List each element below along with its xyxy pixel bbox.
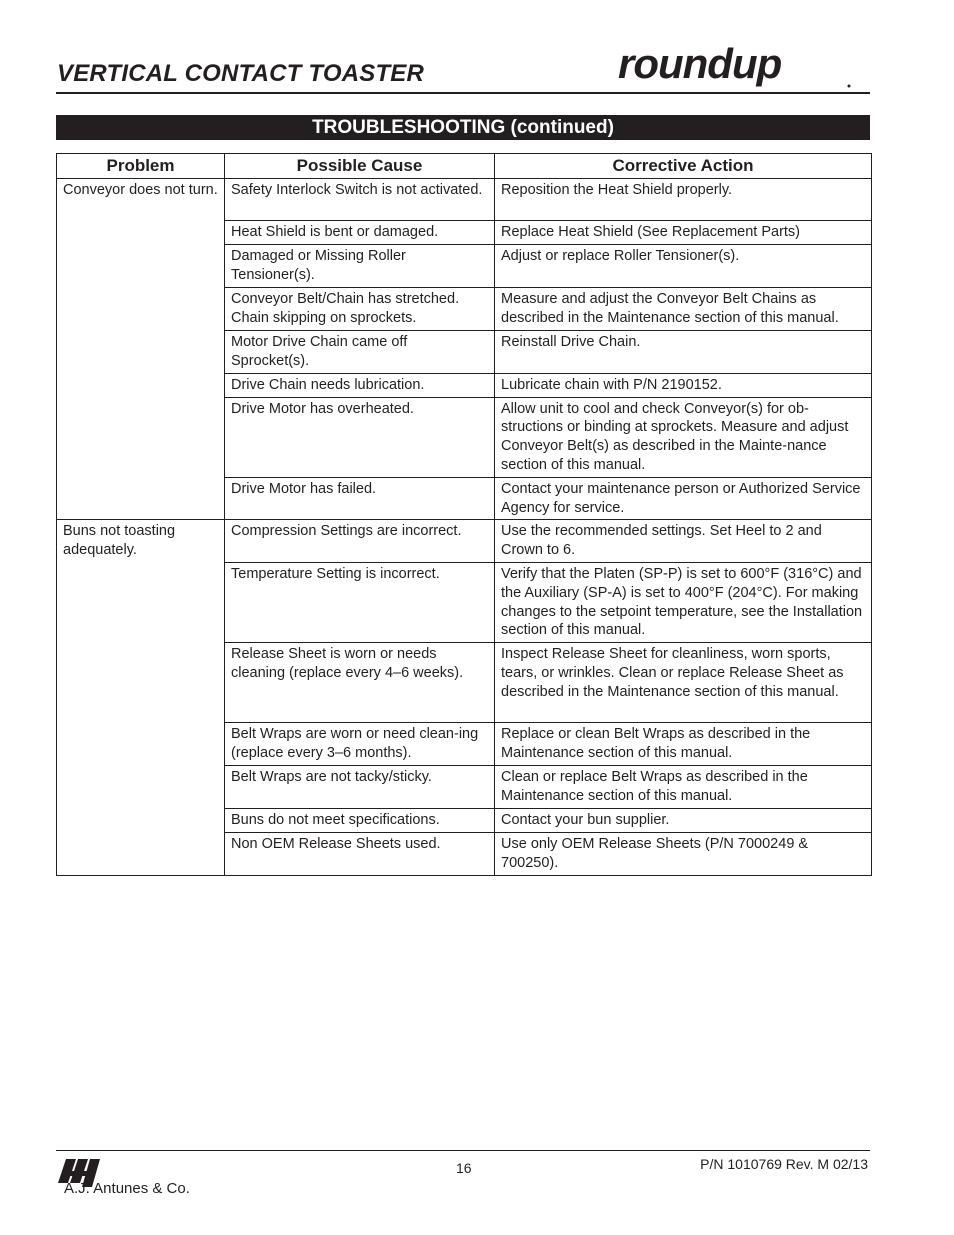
cause-cell: Belt Wraps are not tacky/sticky. — [225, 765, 495, 808]
action-cell: Lubricate chain with P/N 2190152. — [495, 373, 872, 397]
part-number: P/N 1010769 Rev. M 02/13 — [700, 1156, 868, 1172]
column-header-action: Corrective Action — [495, 154, 872, 179]
footer-divider — [56, 1150, 870, 1151]
cause-cell: Drive Chain needs lubrication. — [225, 373, 495, 397]
cause-cell: Conveyor Belt/Chain has stretched. Chain skipping on sprockets. — [225, 288, 495, 331]
column-header-problem: Problem — [57, 154, 225, 179]
antunes-logo — [56, 1157, 216, 1195]
cause-cell: Non OEM Release Sheets used. — [225, 832, 495, 875]
cause-cell: Release Sheet is worn or needs cleaning (replace every 4–6 weeks). — [225, 643, 495, 723]
problem-cell: Conveyor does not turn. — [57, 179, 225, 520]
action-cell: Verify that the Platen (SP-P) is set to 600°F (316°C) and the Auxiliary (SP-A) is set to 400°F (204°C). For making changes to the setpoint temperature, see the Installation section of this manual. — [495, 562, 872, 642]
cause-cell: Belt Wraps are worn or need clean-ing (replace every 3–6 months). — [225, 723, 495, 766]
action-cell: Inspect Release Sheet for cleanliness, worn sports, tears, or wrinkles. Clean or replace Release Sheet as described in the Maintenance section of this manual. — [495, 643, 872, 723]
cause-cell: Compression Settings are incorrect. — [225, 520, 495, 563]
action-cell: Measure and adjust the Conveyor Belt Chains as described in the Maintenance section of this manual. — [495, 288, 872, 331]
action-cell: Use only OEM Release Sheets (P/N 7000249 & 700250). — [495, 832, 872, 875]
page-number: 16 — [456, 1160, 472, 1176]
action-cell: Contact your maintenance person or Authorized Service Agency for service. — [495, 477, 872, 520]
section-title: TROUBLESHOOTING (continued) — [56, 115, 870, 140]
troubleshooting-table — [56, 153, 872, 876]
cause-cell: Buns do not meet specifications. — [225, 808, 495, 832]
cause-cell: Temperature Setting is incorrect. — [225, 562, 495, 642]
problem-cell: Buns not toasting adequately. — [57, 520, 225, 875]
cause-cell: Motor Drive Chain came off Sprocket(s). — [225, 331, 495, 374]
action-cell: Adjust or replace Roller Tensioner(s). — [495, 245, 872, 288]
cause-cell: Damaged or Missing Roller Tensioner(s). — [225, 245, 495, 288]
table-row — [57, 179, 872, 221]
action-cell: Replace Heat Shield (See Replacement Parts) — [495, 221, 872, 245]
action-cell: Allow unit to cool and check Conveyor(s) for ob-structions or binding at sprockets. Measure and adjust Conveyor Belt(s) as described in the Mainte-nance section of this manual. — [495, 397, 872, 477]
action-cell: Reposition the Heat Shield properly. — [495, 179, 872, 221]
column-header-cause: Possible Cause — [225, 154, 495, 179]
document-title: VERTICAL CONTACT TOASTER — [57, 60, 425, 87]
action-cell: Reinstall Drive Chain. — [495, 331, 872, 374]
table-header-row — [57, 154, 872, 179]
action-cell: Use the recommended settings. Set Heel to 2 and Crown to 6. — [495, 520, 872, 563]
cause-cell: Drive Motor has overheated. — [225, 397, 495, 477]
action-cell: Clean or replace Belt Wraps as described in the Maintenance section of this manual. — [495, 765, 872, 808]
cause-cell: Heat Shield is bent or damaged. — [225, 221, 495, 245]
company-name: A.J. Antunes & Co. — [64, 1180, 190, 1195]
action-cell: Contact your bun supplier. — [495, 808, 872, 832]
roundup-logo-text: roundup — [618, 44, 782, 87]
header-divider — [56, 92, 870, 94]
cause-cell: Drive Motor has failed. — [225, 477, 495, 520]
table-row — [57, 520, 872, 563]
roundup-logo — [614, 44, 872, 92]
action-cell: Replace or clean Belt Wraps as described in the Maintenance section of this manual. — [495, 723, 872, 766]
cause-cell: Safety Interlock Switch is not activated. — [225, 179, 495, 221]
table-body — [57, 179, 872, 876]
